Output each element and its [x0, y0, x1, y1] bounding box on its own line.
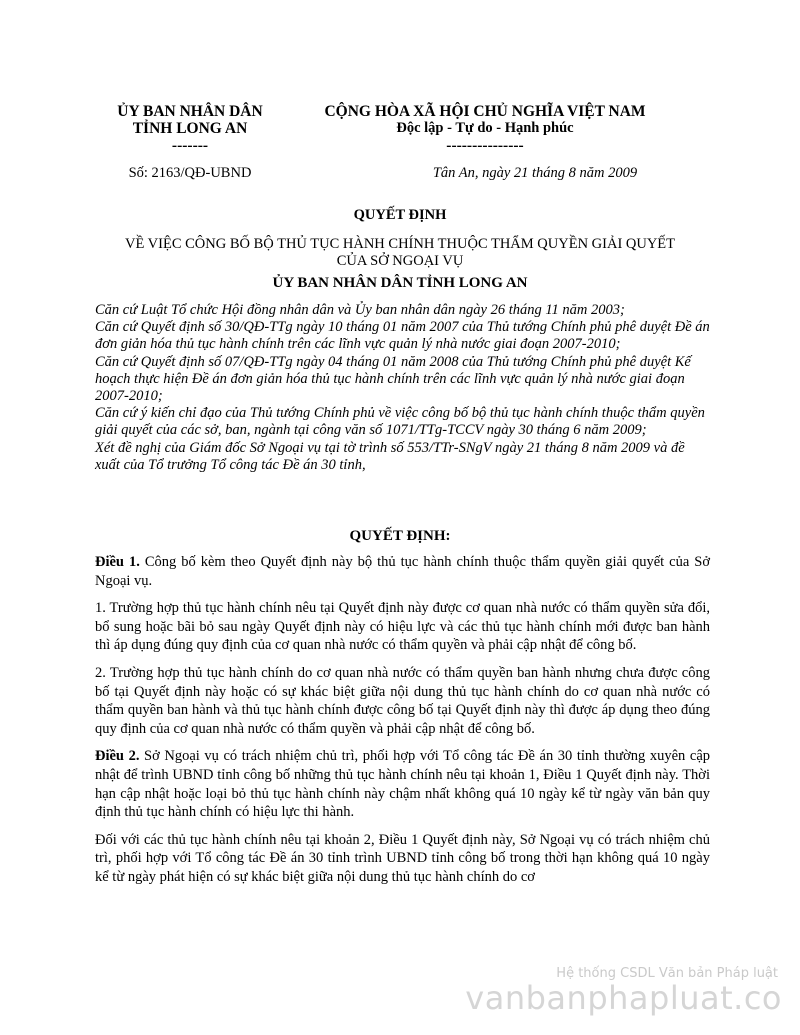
- nation-line2: Độc lập - Tự do - Hạnh phúc: [396, 120, 574, 136]
- org-line1: ỦY BAN NHÂN DÂN: [117, 103, 263, 120]
- basis-item: Căn cứ ý kiến chỉ đạo của Thủ tướng Chính phủ về việc công bố bộ thủ tục hành chính thuộc thẩm quyền giải quyết của các sở, ban, ngành tại công văn số 1071/TTg-TCCV ngày 30 tháng 6 năm 2009;: [95, 405, 705, 439]
- legal-basis: [95, 302, 710, 474]
- basis-item: Căn cứ Quyết định số 07/QĐ-TTg ngày 04 tháng 01 năm 2008 của Thủ tướng Chính phủ phê duyệt Kế hoạch thực hiện Đề án đơn giản hóa thủ tục hành chính trên các lĩnh vực quản lý nhà nước giai đoạn 2007-2010;: [95, 353, 691, 405]
- document-number: Số: 2163/QĐ-UBND: [128, 165, 252, 181]
- org-rule: -------: [171, 137, 209, 154]
- subject-line1: VỀ VIỆC CÔNG BỐ BỘ THỦ TỤC HÀNH CHÍNH THUỘC THẨM QUYỀN GIẢI QUYẾT: [124, 236, 676, 252]
- article-1-text: Công bố kèm theo Quyết định này bộ thủ tục hành chính thuộc thẩm quyền giải quyết của Sở Ngoại vụ.: [95, 554, 710, 589]
- watermark-caption: Hệ thống CSDL Văn bản Pháp luật: [556, 966, 778, 981]
- org-line2: TỈNH LONG AN: [132, 120, 248, 137]
- article-2: [95, 747, 710, 821]
- article-2-paragraph-2: Đối với các thủ tục hành chính nêu tại khoản 2, Điều 1 Quyết định này, Sở Ngoại vụ có trách nhiệm chủ trì, phối hợp với Tổ công tác Đề án 30 tỉnh trình UBND tỉnh công bố trong thời hạn không quá 10 ngày kể từ ngày phát hiện có sự khác biệt giữa nội dung thủ tục hành chính do cơ: [95, 831, 710, 885]
- article-2-label: Điều 2.: [95, 748, 140, 765]
- document-subject: [95, 236, 705, 270]
- decision-body: [95, 553, 710, 896]
- article-1-clause-2: 2. Trường hợp thủ tục hành chính do cơ quan nhà nước có thẩm quyền ban hành nhưng chưa được công bố tại Quyết định này hoặc có sự khác biệt giữa nội dung thủ tục hành chính do cơ quan nhà nước có thẩm quyền ban hành và thủ tục hành chính được công bố tại Quyết định này thì được áp dụng theo đúng quy định của cơ quan nhà nước có thẩm quyền và phải cập nhật để công bố.: [95, 664, 710, 737]
- basis-item: Căn cứ Quyết định số 30/QĐ-TTg ngày 10 tháng 01 năm 2007 của Thủ tướng Chính phủ phê duyệt Đề án đơn giản hóa thủ tục hành chính trên các lĩnh vực quản lý nhà nước giai đoạn 2007-2010;: [95, 319, 710, 353]
- article-1-label: Điều 1.: [95, 554, 140, 570]
- nation-line1: CỘNG HÒA XÃ HỘI CHỦ NGHĨA VIỆT NAM: [324, 103, 646, 120]
- national-motto-block: [290, 103, 680, 154]
- basis-item: Xét đề nghị của Giám đốc Sở Ngoại vụ tại tờ trình số 553/TTr-SNgV ngày 21 tháng 8 năm 2009 và đề xuất của Tổ trưởng Tổ công tác Đề án 30 tỉnh,: [95, 439, 685, 473]
- basis-item: Căn cứ Luật Tổ chức Hội đồng nhân dân và Ủy ban nhân dân ngày 26 tháng 11 năm 2003;: [95, 302, 625, 318]
- watermark-site: vanbanphapluat.co: [465, 979, 782, 1017]
- authority-heading: ỦY BAN NHÂN DÂN TỈNH LONG AN: [272, 275, 528, 291]
- article-1-clause-1: 1. Trường hợp thủ tục hành chính nêu tại Quyết định này được cơ quan nhà nước có thẩm quyền sửa đổi, bổ sung hoặc bãi bỏ sau ngày Quyết định này có hiệu lực và các thủ tục hành chính mới được ban hành thì áp dụng đúng quy định của cơ quan nhà nước có thẩm quyền và phải cập nhật để công bố.: [95, 600, 710, 654]
- document-title: QUYẾT ĐỊNH: [353, 207, 447, 223]
- article-1: [95, 553, 710, 590]
- issuing-authority-block: [95, 103, 285, 154]
- subject-line2: CỦA SỞ NGOẠI VỤ: [336, 253, 464, 269]
- article-2-text: Sở Ngoại vụ có trách nhiệm chủ trì, phối hợp với Tổ công tác Đề án 30 tỉnh thường xuyên cập nhật để trình UBND tỉnh công bố những thủ tục hành chính nêu tại khoản 1, Điều 1 Quyết định này. Thời hạn cập nhật hoặc loại bỏ thủ tục hành chính này chậm nhất không quá 10 ngày kể từ ngày văn bản quy định thủ tục hành chính có hiệu lực thi hành.: [95, 748, 711, 821]
- decision-heading: QUYẾT ĐỊNH:: [349, 528, 451, 544]
- date-line: Tân An, ngày 21 tháng 8 năm 2009: [432, 165, 638, 181]
- nation-rule: ---------------: [446, 137, 524, 154]
